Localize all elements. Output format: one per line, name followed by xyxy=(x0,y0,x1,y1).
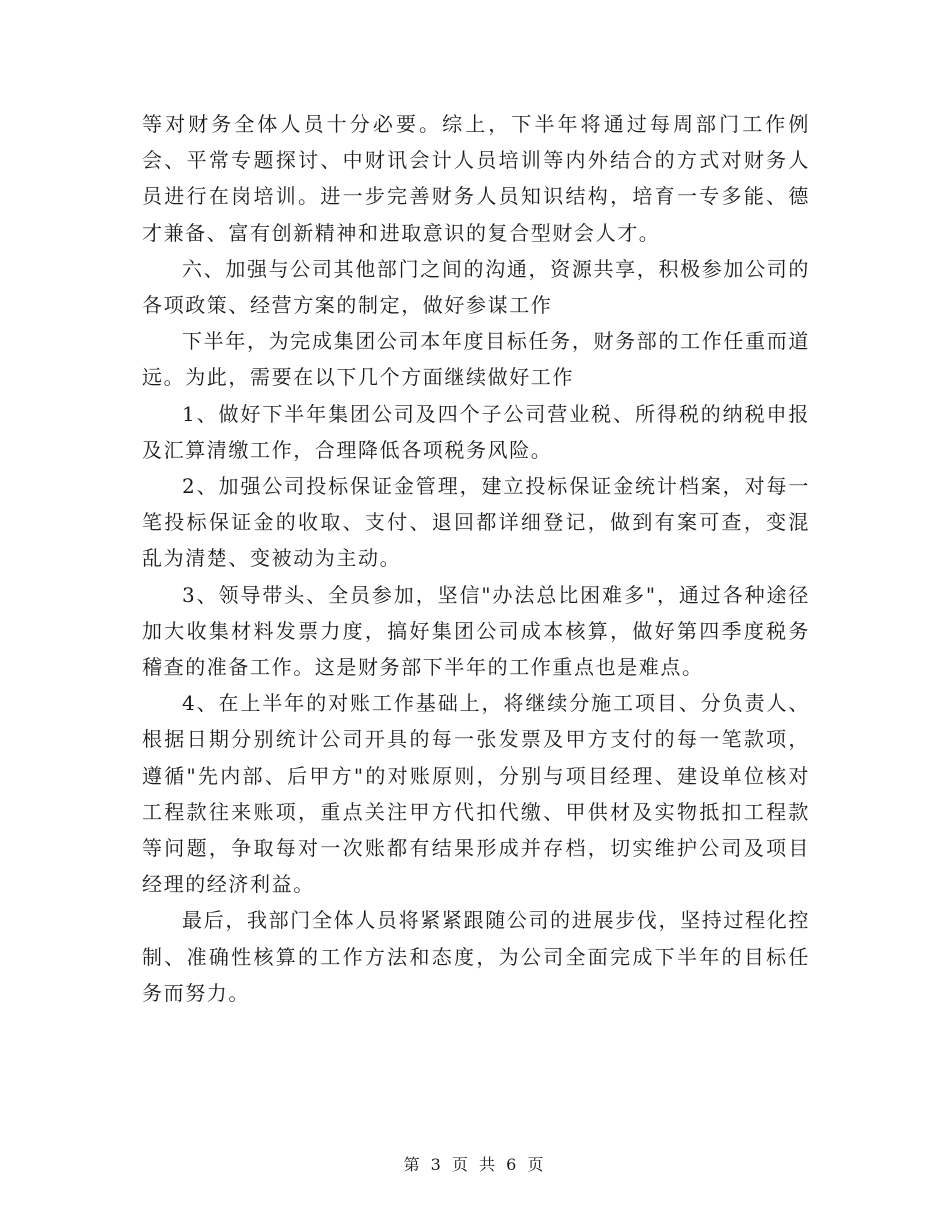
document-body xyxy=(142,106,810,1011)
paragraph-item-4: 4、在上半年的对账工作基础上，将继续分施工项目、分负责人、根据日期分别统计公司开具的每一张发票及甲方支付的每一笔款项，遵循"先内部、后甲方"的对账原则，分别与项目经理、建设单位核对工程款往来账项，重点关注甲方代扣代缴、甲供材及实物抵扣工程款等问题，争取每对一次账都有结果形成并存档，切实维护公司及项目经理的经济利益。 xyxy=(142,691,810,897)
paragraph-item-3: 3、领导带头、全员参加，坚信"办法总比困难多"，通过各种途径加大收集材料发票力度，搞好集团公司成本核算，做好第四季度税务稽查的准备工作。这是财务部下半年的工作重点也是难点。 xyxy=(142,582,810,680)
paragraph-section-six-heading: 六、加强与公司其他部门之间的沟通，资源共享，积极参加公司的各项政策、经营方案的制定，做好参谋工作 xyxy=(142,256,810,318)
paragraph-continuation: 等对财务全体人员十分必要。综上，下半年将通过每周部门工作例会、平常专题探讨、中财讯会计人员培训等内外结合的方式对财务人员进行在岗培训。进一步完善财务人员知识结构，培育一专多能、德才兼备、富有创新精神和进取意识的复合型财会人才。 xyxy=(142,112,810,245)
paragraph-item-1: 1、做好下半年集团公司及四个子公司营业税、所得税的纳税申报及汇算清缴工作，合理降低各项税务风险。 xyxy=(142,401,810,462)
page-number-label: 第 3 页 共 6 页 xyxy=(403,1155,547,1174)
paragraph-conclusion: 最后，我部门全体人员将紧紧跟随公司的进展步伐，坚持过程化控制、准确性核算的工作方法和态度，为公司全面完成下半年的目标任务而努力。 xyxy=(142,908,810,1005)
page-footer xyxy=(0,1153,950,1177)
paragraph-second-half-intro: 下半年，为完成集团公司本年度目标任务，财务部的工作任重而道远。为此，需要在以下几个方面继续做好工作 xyxy=(142,329,810,390)
paragraph-item-2: 2、加强公司投标保证金管理，建立投标保证金统计档案，对每一笔投标保证金的收取、支付、退回都详细登记，做到有案可查，变混乱为清楚、变被动为主动。 xyxy=(142,474,810,571)
